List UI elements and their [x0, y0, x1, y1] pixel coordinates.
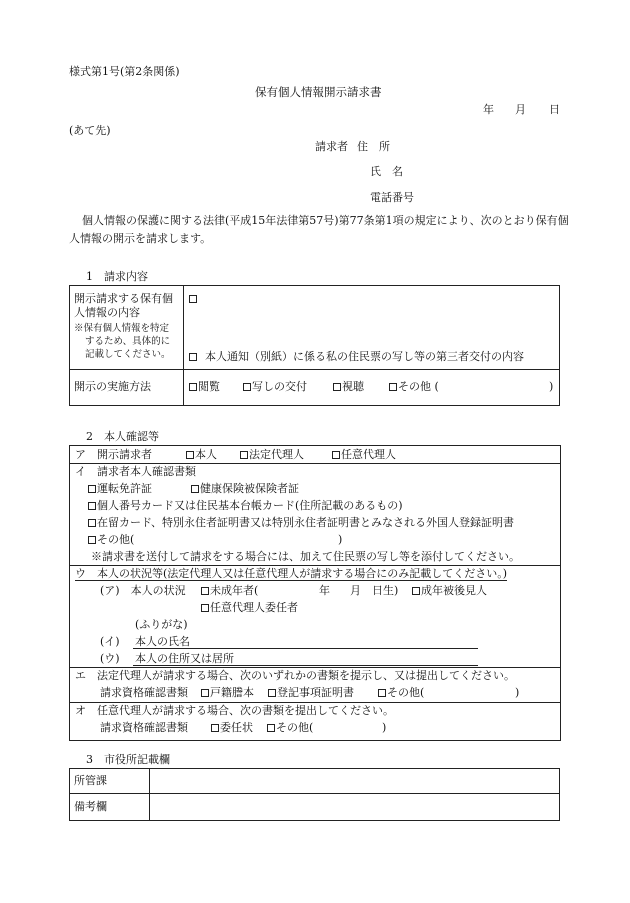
requester-voluntary-checkbox[interactable] — [332, 451, 340, 459]
requester-self-checkbox[interactable] — [186, 451, 194, 459]
legal-other-close: ) — [515, 686, 520, 699]
method-copy-checkbox[interactable] — [243, 383, 251, 391]
method-other-checkbox[interactable] — [389, 383, 397, 391]
office-remarks-label: 備考欄 — [74, 800, 107, 813]
method-watch-checkbox[interactable] — [333, 383, 341, 391]
requester-type-label: ア 開示請求者 — [75, 448, 152, 461]
date-month: 月 — [515, 103, 526, 116]
office-dept-field — [150, 769, 560, 794]
method-other-close: ) — [549, 380, 554, 393]
date-year: 年 — [483, 103, 494, 116]
person-address-underline — [133, 665, 478, 666]
person-name-label: 本人の氏名 — [135, 635, 190, 648]
id-license-checkbox[interactable] — [88, 485, 96, 493]
legal-rep-docs-label: 請求資格確認書類 — [100, 686, 188, 699]
status-label: ウ 本人の状況等(法定代理人又は任意代理人が請求する場合にのみ記載してください。) — [75, 567, 508, 580]
id-other-close: ) — [338, 533, 343, 546]
content-label-1: 開示請求する保有個 — [74, 292, 173, 305]
section2-heading: 2 本人確認等 — [86, 430, 159, 443]
status-a-label: (ア) 本人の状況 — [100, 584, 186, 597]
section3-heading: 3 市役所記載欄 — [86, 753, 170, 766]
status-adult-ward-checkbox[interactable] — [412, 587, 420, 595]
identity-box — [69, 445, 561, 741]
method-label: 開示の実施方法 — [74, 380, 151, 393]
status-minor-checkbox[interactable] — [201, 587, 209, 595]
divider-u — [70, 667, 560, 668]
status-trustee-checkbox[interactable] — [201, 604, 209, 612]
intro-line-1: 個人情報の保護に関する法律(平成15年法律第57号)第77条第1項の規定により、次のとおり保有個 — [82, 214, 569, 227]
addressee: (あて先) — [69, 124, 111, 137]
voluntary-proxy-label: 委任状 — [220, 721, 253, 734]
furigana-label: (ふりがな) — [135, 618, 188, 631]
legal-registry-label: 登記事項証明書 — [277, 686, 354, 699]
content-note-3: 記載してください。 — [85, 349, 171, 360]
content-free-checkbox[interactable] — [189, 295, 197, 303]
status-birth-year: 年 — [319, 584, 330, 597]
status-minor-label: 未成年者( — [210, 584, 259, 597]
content-notice-checkbox[interactable] — [189, 353, 197, 361]
divider-i — [70, 565, 560, 566]
form-number: 様式第1号(第2条関係) — [69, 65, 180, 78]
requester-self-label: 本人 — [195, 448, 217, 461]
id-mynumber-checkbox[interactable] — [88, 502, 96, 510]
method-view-label: 閲覧 — [198, 380, 220, 393]
method-other-label: その他 ( — [398, 380, 439, 393]
office-dept-label: 所管課 — [74, 774, 107, 787]
requester-address-label: 住 所 — [357, 140, 390, 153]
legal-family-register-label: 戸籍謄本 — [210, 686, 254, 699]
id-license-label: 運転免許証 — [97, 482, 152, 495]
id-mynumber-label: 個人番号カード又は住民基本台帳カード(住所記載のあるもの) — [97, 499, 403, 512]
content-note-2: するため、具体的に — [85, 336, 171, 347]
content-label-2: 人情報の内容 — [74, 306, 140, 319]
method-watch-label: 視聴 — [342, 380, 364, 393]
office-table — [69, 768, 560, 821]
id-other-label: その他( — [97, 533, 135, 546]
voluntary-other-checkbox[interactable] — [267, 724, 275, 732]
requester-label: 請求者 — [315, 140, 348, 153]
voluntary-rep-label: オ 任意代理人が請求する場合、次の書類を提出してください。 — [75, 704, 394, 717]
legal-registry-checkbox[interactable] — [268, 689, 276, 697]
method-view-checkbox[interactable] — [189, 383, 197, 391]
request-content-table — [69, 285, 560, 406]
page-title: 保有個人情報開示請求書 — [255, 85, 382, 99]
intro-line-2: 人情報の開示を請求します。 — [69, 232, 212, 245]
content-notice-label: 本人通知（別紙）に係る私の住民票の写し等の第三者交付の内容 — [205, 350, 524, 363]
voluntary-other-label: その他( — [276, 721, 314, 734]
requester-phone-label: 電話番号 — [370, 191, 414, 204]
person-name-underline — [133, 648, 478, 649]
voluntary-other-close: ) — [382, 721, 387, 734]
status-birth-month: 月 — [350, 584, 361, 597]
id-insurance-label: 健康保険被保険者証 — [200, 482, 299, 495]
legal-other-label: その他( — [387, 686, 425, 699]
legal-family-register-checkbox[interactable] — [201, 689, 209, 697]
person-address-label: 本人の住所又は居所 — [135, 652, 234, 665]
office-remarks-field — [150, 794, 560, 821]
id-other-checkbox[interactable] — [88, 536, 96, 544]
requester-legal-label: 法定代理人 — [249, 448, 304, 461]
date-day: 日 — [549, 103, 560, 116]
content-note-1: ※保有個人情報を特定 — [74, 323, 170, 334]
person-address-marker: (ウ) — [100, 652, 120, 665]
requester-legal-checkbox[interactable] — [240, 451, 248, 459]
requester-name-label: 氏 名 — [370, 165, 403, 178]
person-name-marker: (イ) — [100, 635, 120, 648]
divider-e — [70, 702, 560, 703]
status-birth-day: 日生) — [372, 584, 399, 597]
status-trustee-label: 任意代理人委任者 — [210, 601, 298, 614]
method-copy-label: 写しの交付 — [252, 380, 307, 393]
divider-a — [70, 463, 560, 464]
id-residence-card-label: 在留カード、特別永住者証明書又は特別永住者証明書とみなされる外国人登録証明書 — [97, 516, 515, 529]
id-residence-card-checkbox[interactable] — [88, 519, 96, 527]
id-insurance-checkbox[interactable] — [191, 485, 199, 493]
section1-heading: 1 請求内容 — [86, 270, 148, 283]
legal-rep-label: エ 法定代理人が請求する場合、次のいずれかの書類を提示し、又は提出してください。 — [75, 669, 515, 682]
status-adult-ward-label: 成年被後見人 — [421, 584, 487, 597]
id-docs-label: イ 請求者本人確認書類 — [75, 465, 196, 478]
id-mail-note: ※請求書を送付して請求をする場合には、加えて住民票の写し等を添付してください。 — [91, 550, 520, 563]
voluntary-rep-docs-label: 請求資格確認書類 — [100, 721, 188, 734]
legal-other-checkbox[interactable] — [378, 689, 386, 697]
voluntary-proxy-checkbox[interactable] — [211, 724, 219, 732]
requester-voluntary-label: 任意代理人 — [341, 448, 396, 461]
